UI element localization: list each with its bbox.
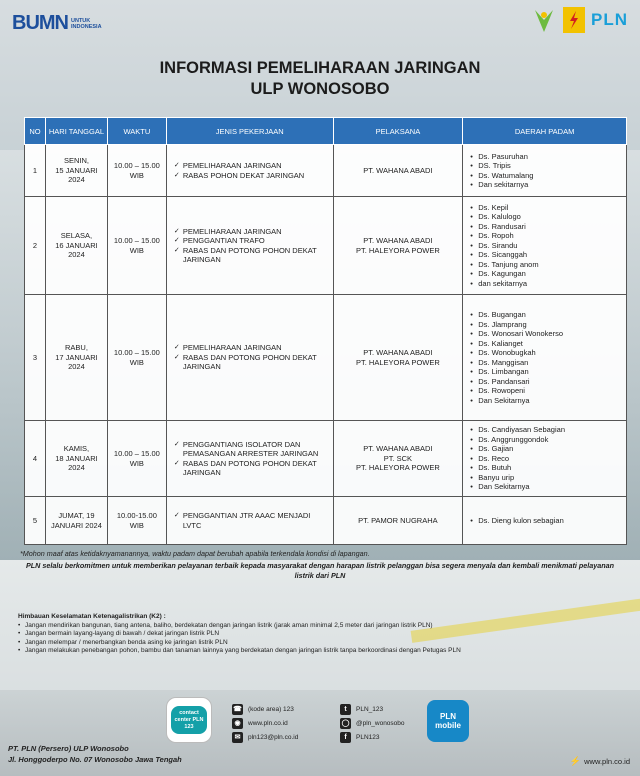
cell-areas [463, 497, 627, 545]
area-item: • Ds. Randusari [470, 222, 623, 232]
area-item: • Ds. Watumalang [470, 171, 623, 181]
cell-time: 10.00 – 15.00 WIB [107, 197, 166, 295]
area-item: • DS. Tripis [470, 161, 623, 171]
area-item: • Ds. Reco [470, 454, 623, 464]
footer-organization [8, 743, 182, 765]
instagram-handle[interactable]: @pln_wonosobo [356, 719, 405, 727]
cell-date: KAMIS, 18 JANUARI 2024 [45, 421, 107, 497]
maintenance-schedule-table [24, 117, 627, 545]
safety-heading: Himbauan Keselamatan Ketenagalistrikan (K2) : [18, 613, 166, 620]
area-item: • Ds. Pasuruhan [470, 152, 623, 162]
facebook-handle[interactable]: PLN123 [356, 733, 380, 741]
contact-center-text: contact center PLN 123 [171, 706, 207, 734]
cell-time: 10.00 – 15.00 WIB [107, 421, 166, 497]
area-item: • Ds. Bugangan [470, 310, 623, 320]
area-item: • Ds. Anggrunggondok [470, 435, 623, 445]
web-icon: ◉ [232, 718, 243, 729]
contacts-social [340, 702, 405, 744]
job-item: ✓ PEMELIHARAAN JARINGAN [174, 343, 330, 353]
email-link[interactable]: pln123@pln.co.id [248, 733, 299, 741]
cell-time: 10.00 – 15.00 WIB [107, 145, 166, 197]
area-item: • Ds. Gajian [470, 444, 623, 454]
pln-small-bolt-icon: ⚡ [569, 756, 582, 766]
cell-date: SELASA, 16 JANUARI 2024 [45, 197, 107, 295]
area-item: • Ds. Jlamprang [470, 320, 623, 330]
email-icon: ✉ [232, 732, 243, 743]
area-item: • Ds. Kalulogo [470, 212, 623, 222]
job-item: ✓ PENGGANTIAN TRAFO [174, 236, 330, 246]
cell-executor: PT. WAHANA ABADI [333, 145, 463, 197]
phone-icon: ☎ [233, 705, 242, 713]
table-header-row [25, 118, 627, 145]
job-item: ✓ RABAS DAN POTONG POHON DEKAT JARINGAN [174, 459, 330, 478]
table-row [25, 497, 627, 545]
title-line-2: ULP WONOSOBO [250, 80, 390, 98]
twitter-icon: t [340, 704, 351, 715]
cell-executor: PT. WAHANA ABADI PT. SCK PT. HALEYORA POWER [333, 421, 463, 497]
pln-mobile-app-logo [427, 700, 469, 742]
page-title [0, 58, 640, 100]
facebook-icon: f [340, 732, 351, 743]
safety-item: • Jangan melakukan penebangan pohon, bambu dan tanaman lainnya yang berdekatan dengan jaringan listrik tanpa berkoordinasi dengan Petugas PLN [18, 647, 618, 656]
cell-time: 10.00-15.00 WIB [107, 497, 166, 545]
area-item: • Dan sekitarnya [470, 180, 623, 190]
apology-note: *Mohon maaf atas ketidaknyamanannya, waktu padam dapat berubah apabila terkendala kondisi di lapangan. [20, 549, 370, 558]
header-date: HARI TANGGAL [45, 118, 107, 145]
bumn-logo-sub: UNTUK INDONESIA [71, 17, 102, 30]
bumn-logo [12, 12, 115, 35]
area-item: • Ds. Sirandu [470, 241, 623, 251]
area-item: • Ds. Wonosari Wonokerso [470, 329, 623, 339]
table-row [25, 421, 627, 497]
cell-no: 2 [25, 197, 46, 295]
safety-item: • Jangan bermain layang-layang di bawah / dekat jaringan listrik PLN [18, 630, 618, 639]
footer-address: Jl. Honggoderpo No. 07 Wonosobo Jawa Tengah [8, 755, 182, 764]
job-item: ✓ PENGGANTIAN JTR AAAC MENJADI LVTC [174, 511, 330, 530]
twitter-handle[interactable]: PLN_123 [356, 705, 384, 713]
cell-date: RABU, 17 JANUARI 2024 [45, 295, 107, 421]
safety-item: • Jangan mendirikan bangunan, tiang antena, baliho, berdekatan dengan jaringan listrik (jarak aman minimal 2,5 meter dari jaringan listrik PLN) [18, 622, 618, 631]
pln-mobile-text: PLN mobile [435, 712, 461, 730]
area-item: • dan sekitarnya [470, 279, 623, 289]
table-row [25, 145, 627, 197]
cell-time: 10.00 – 15.00 WIB [107, 295, 166, 421]
cell-no: 4 [25, 421, 46, 497]
phone-text: (kode area) 123 [248, 705, 294, 713]
cell-jobs [166, 145, 333, 197]
cell-executor: PT. PAMOR NUGRAHA [333, 497, 463, 545]
bumn-logo-text: BUMN [12, 12, 68, 34]
area-item: • Banyu urip [470, 473, 623, 483]
cell-areas [463, 145, 627, 197]
header-no: NO [25, 118, 46, 145]
area-item: • Ds. Sicanggah [470, 250, 623, 260]
cell-areas [463, 295, 627, 421]
area-item: • Ds. Tanjung anom [470, 260, 623, 270]
notes [20, 549, 620, 581]
cell-no: 5 [25, 497, 46, 545]
header-area: DAERAH PADAM [463, 118, 627, 145]
area-item: • Ds. Kalianget [470, 339, 623, 349]
cell-jobs [166, 197, 333, 295]
area-item: • Ds. Candiyasan Sebagian [470, 425, 623, 435]
cell-jobs [166, 497, 333, 545]
area-item: • Ds. Limbangan [470, 367, 623, 377]
commitment-note: PLN selalu berkomitmen untuk memberikan pelayanan terbaik kepada masyarakat dengan harapan listrik pelanggan bisa segera menyala dan kembali menikmati pelayanan listrik dari PLN [25, 561, 614, 580]
cell-date: JUMAT, 19 JANUARI 2024 [45, 497, 107, 545]
pln-logo-text: PLN [591, 10, 628, 29]
web-link[interactable]: www.pln.co.id [248, 719, 288, 727]
area-item: • Ds. Dieng kulon sebagian [470, 516, 623, 526]
pln-bolt-icon [563, 7, 585, 33]
cell-executor: PT. WAHANA ABADI PT. HALEYORA POWER [333, 197, 463, 295]
job-item: ✓ PEMELIHARAAN JARINGAN [174, 227, 330, 237]
area-item: • Ds. Ropoh [470, 231, 623, 241]
area-item: • Ds. Pandansari [470, 377, 623, 387]
cell-no: 1 [25, 145, 46, 197]
cell-date: SENIN, 15 JANUARI 2024 [45, 145, 107, 197]
area-item: • Ds. Kepil [470, 203, 623, 213]
table-row [25, 295, 627, 421]
job-item: ✓ PENGGANTIANG ISOLATOR DAN PEMASANGAN ARRESTER JARINGAN [174, 440, 330, 459]
area-item: • Dan Sekitarnya [470, 396, 623, 406]
table-row [25, 197, 627, 295]
area-item: • Dan Sekitarnya [470, 482, 623, 492]
header-executor: PELAKSANA [333, 118, 463, 145]
job-item: ✓ RABAS DAN POTONG POHON DEKAT JARINGAN [174, 353, 330, 372]
safety-item: • Jangan melempar / menerbangkan benda asing ke jaringan listrik PLN [18, 639, 618, 648]
footer-url[interactable]: www.pln.co.id [584, 757, 630, 766]
job-item: ✓ RABAS POHON DEKAT JARINGAN [174, 171, 330, 181]
tree-emblem-icon [531, 6, 557, 34]
cell-jobs [166, 421, 333, 497]
pln-logos [531, 6, 628, 34]
contact-center-logo [166, 697, 212, 743]
area-item: • Ds. Kagungan [470, 269, 623, 279]
cell-areas [463, 197, 627, 295]
footer-website [570, 756, 630, 767]
area-item: • Ds. Wonobugkah [470, 348, 623, 358]
cell-jobs [166, 295, 333, 421]
cell-no: 3 [25, 295, 46, 421]
contacts-left [232, 702, 298, 744]
area-item: • Ds. Butuh [470, 463, 623, 473]
area-item: • Ds. Rowopeni [470, 386, 623, 396]
safety-advisory [18, 613, 618, 656]
area-item: • Ds. Manggisan [470, 358, 623, 368]
job-item: ✓ RABAS DAN POTONG POHON DEKAT JARINGAN [174, 246, 330, 265]
footer-org-name: PT. PLN (Persero) ULP Wonosobo [8, 744, 129, 753]
cell-executor: PT. WAHANA ABADI PT. HALEYORA POWER [333, 295, 463, 421]
header-job: JENIS PEKERJAAN [166, 118, 333, 145]
cell-areas [463, 421, 627, 497]
title-line-1: INFORMASI PEMELIHARAAN JARINGAN [159, 59, 481, 77]
job-item: ✓ PEMELIHARAAN JARINGAN [174, 161, 330, 171]
instagram-icon: ◯ [341, 719, 350, 727]
header-time: WAKTU [107, 118, 166, 145]
